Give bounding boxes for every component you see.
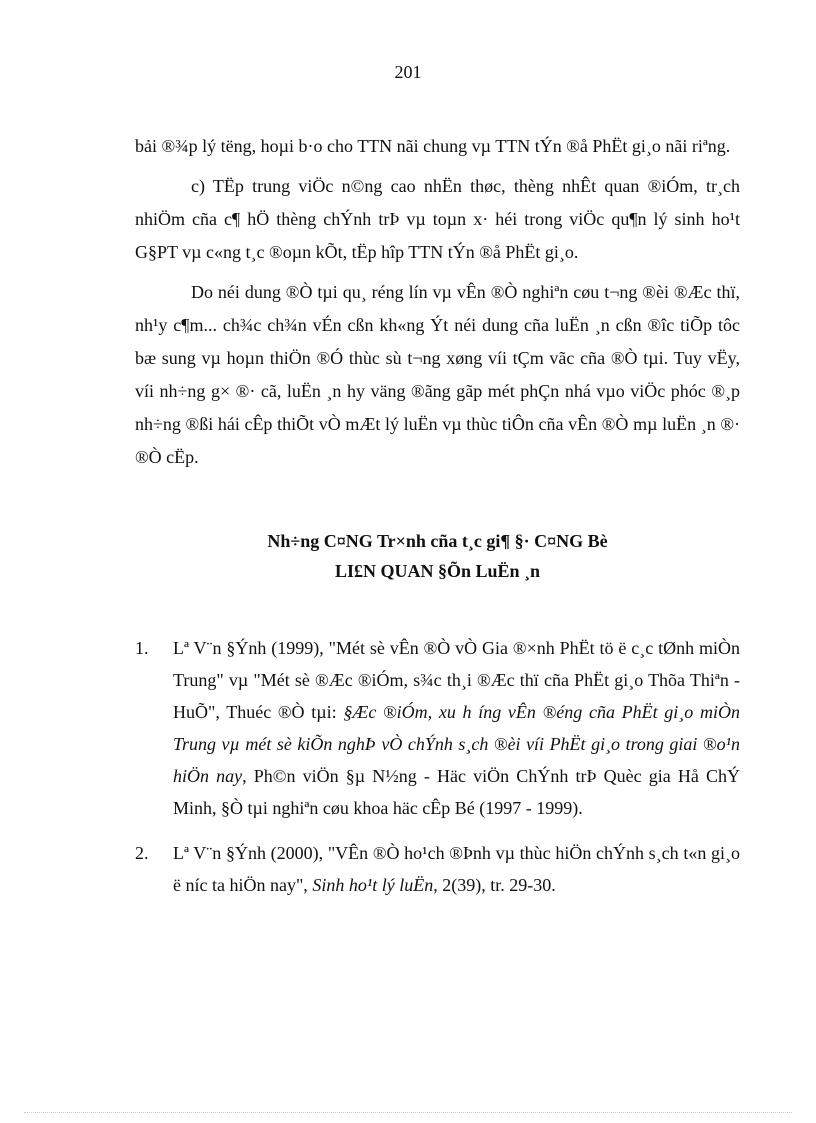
paragraph-continuation: bải ®¾p lý tëng, hoµi b·o cho TTN nãi chung vµ TTN tÝn ®å PhËt gi¸o nãi riªng. <box>135 136 731 156</box>
reference-text-part: Lª V¨n §Ýnh (1999), "Mét sè vÊn ®Ò vÒ Gia ®×nh PhËt tö ë c¸c tØnh miÒn Trung" vµ "Mét sè ®Æc ®iÓm, s¾c th¸i ®Æc thï cña PhËt gi¸o Thõa Thiªn - HuÕ", Thuéc ®Ò tµi: <box>173 638 740 722</box>
section-heading <box>135 526 740 586</box>
reference-text-part: , Ph©n viÖn §µ N½ng - Häc viÖn ChÝnh trÞ Quèc gia Hå ChÝ Minh, §Ò tµi nghiªn cøu khoa häc cÊp Bé (1997 - 1999). <box>173 766 740 818</box>
reference-list <box>135 632 740 901</box>
reference-text-part: , 2(39), tr. 29-30. <box>433 875 556 895</box>
section-heading-line-1: Nh÷ng C¤NG Tr×nh cña t¸c gi¶ §· C¤NG Bè <box>267 531 608 551</box>
reference-number: 2. <box>135 843 149 863</box>
reference-text-part: Lª V¨n §Ýnh (2000), "VÊn ®Ò ho¹ch ®Þnh vµ thùc hiÖn chÝnh s¸ch t«n gi¸o ë níc ta hiÖn nay", <box>173 843 740 895</box>
footer-dotted-rule <box>24 1112 792 1113</box>
reference-italic-title: §Æc ®iÓm, xu h íng vÊn ®éng cña PhËt gi¸o miÒn Trung vµ mét sè kiÕn nghÞ vÒ chÝnh s¸ch ®èi víi PhËt gi¸o trong giai ®o¹n hiÖn nay <box>173 702 740 786</box>
reference-item <box>135 632 740 824</box>
reference-number: 1. <box>135 638 149 658</box>
reference-text <box>173 632 740 824</box>
reference-item <box>135 837 740 901</box>
paragraph-c: c) TËp trung viÖc n©ng cao nhËn thøc, thèng nhÊt quan ®iÓm, tr¸ch nhiÖm cña c¶ hÖ thèng chÝnh trÞ vµ toµn x· héi trong viÖc qu¶n lý sinh ho¹t G§PT vµ c«ng t¸c ®oµn kÕt, tËp hîp TTN tÝn ®å PhËt gi¸o. <box>135 176 740 262</box>
body-text <box>135 130 740 474</box>
reference-italic-title: Sinh ho¹t lý luËn <box>312 875 434 895</box>
page-number: 201 <box>394 62 422 82</box>
section-heading-line-2: LI£N QUAN §Õn LuËn ¸n <box>334 561 541 581</box>
paragraph-conclusion: Do néi dung ®Ò tµi qu¸ réng lín vµ vÊn ®Ò nghiªn cøu t¬ng ®èi ®Æc thï, nh¹y c¶m... ch¾c ch¾n vÉn cßn kh«ng Ýt néi dung cña luËn ¸n cßn ®îc tiÕp tôc bæ sung vµ hoµn thiÖn ®Ó thùc sù t¬ng xøng víi tÇm vãc cña ®Ò tµi. Tuy vËy, víi nh÷ng g× ®· cã, luËn ¸n hy väng ®ãng gãp mét phÇn nhá vµo viÖc phóc ®¸p nh÷ng ®ßi hái cÊp thiÕt vÒ mÆt lý luËn vµ thùc tiÔn cña vÊn ®Ò mµ luËn ¸n ®· ®Ò cËp. <box>135 282 740 467</box>
reference-text <box>173 837 740 901</box>
